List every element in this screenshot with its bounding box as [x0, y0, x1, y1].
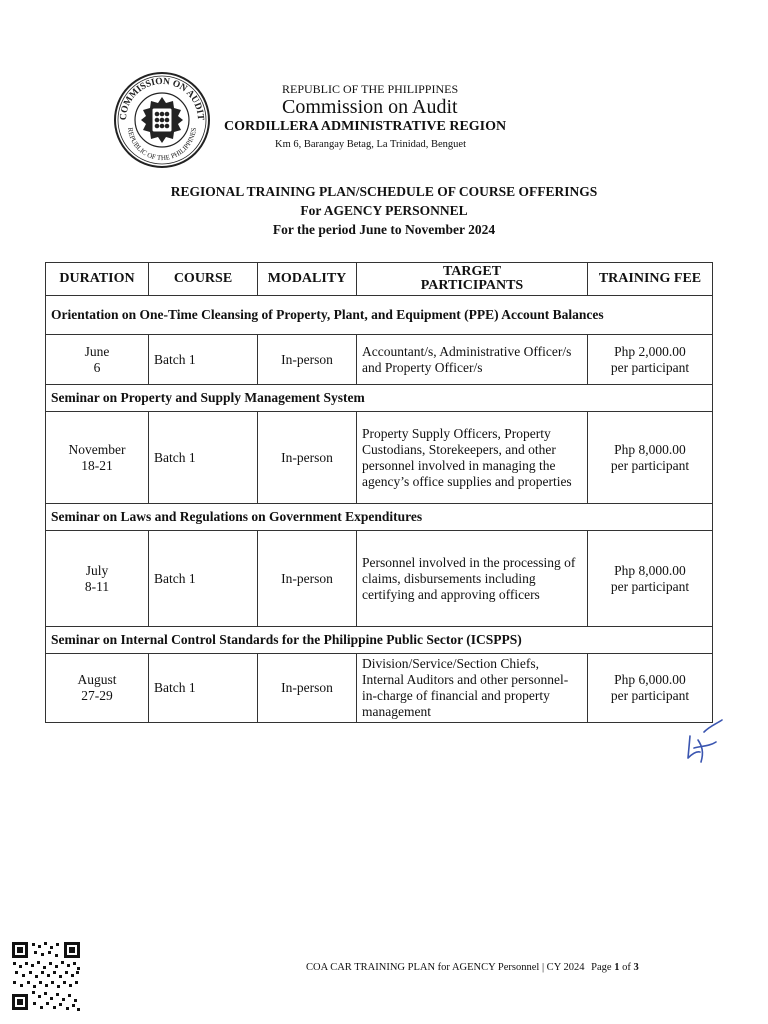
- header-course: COURSE: [149, 263, 258, 296]
- duration-days: 18-21: [81, 457, 113, 473]
- duration-month: August: [77, 672, 117, 687]
- modality-cell: In-person: [258, 335, 357, 385]
- modality-cell: In-person: [258, 412, 357, 504]
- qr-code-icon: [10, 940, 82, 1012]
- duration-cell: [46, 412, 149, 504]
- section-row: [46, 627, 713, 654]
- modality-cell: In-person: [258, 531, 357, 627]
- course-cell: Batch 1: [149, 335, 258, 385]
- duration-cell: [46, 335, 149, 385]
- fee-amount: Php 8,000.00: [614, 562, 686, 578]
- duration-month: November: [68, 441, 126, 457]
- participants-cell: Property Supply Officers, Property Custodians, Storekeepers, and other personnel involved in managing the agency’s office supplies and properties: [357, 412, 588, 504]
- seal-text-top: COMMISSION ON AUDIT: [118, 76, 206, 121]
- header-target-line2: PARTICIPANTS: [420, 278, 524, 293]
- duration-month: June: [84, 343, 110, 359]
- participants-cell: Division/Service/Section Chiefs, Internal Auditors and other personnel-in-charge of financial and property management: [357, 654, 588, 723]
- duration-cell: [46, 531, 149, 627]
- fee-amount: Php 2,000.00: [614, 343, 686, 359]
- header-republic: REPUBLIC OF THE PHILIPPINES: [282, 82, 459, 96]
- participants-cell: Accountant/s, Administrative Officer/s and Property Officer/s: [357, 335, 588, 385]
- document-subtitle: For AGENCY PERSONNEL: [300, 203, 468, 218]
- page-of: of: [622, 962, 631, 973]
- table-header-row: [46, 263, 713, 296]
- fee-cell: [588, 335, 713, 385]
- table-row: [46, 412, 713, 504]
- table-row: [46, 335, 713, 385]
- duration-days: 27-29: [81, 688, 113, 703]
- course-cell: Batch 1: [149, 531, 258, 627]
- header-training-fee: TRAINING FEE: [588, 263, 713, 296]
- header-target-line1: TARGET: [442, 264, 502, 279]
- fee-cell: [588, 412, 713, 504]
- duration-days: 8-11: [84, 578, 110, 594]
- header-modality: MODALITY: [258, 263, 357, 296]
- course-cell: Batch 1: [149, 412, 258, 504]
- header-address: Km 6, Barangay Betag, La Trinidad, Benguet: [275, 139, 467, 150]
- section-title: Seminar on Property and Supply Management System: [46, 385, 713, 412]
- fee-unit: per participant: [610, 359, 690, 375]
- header-region: CORDILLERA ADMINISTRATIVE REGION: [224, 119, 507, 134]
- section-row: [46, 385, 713, 412]
- section-title: Seminar on Laws and Regulations on Government Expenditures: [46, 504, 713, 531]
- document-period: For the period June to November 2024: [272, 222, 496, 237]
- fee-unit: per participant: [610, 457, 690, 473]
- duration-days: 6: [93, 359, 101, 375]
- page-current: 1: [614, 962, 620, 973]
- table-row: [46, 531, 713, 627]
- fee-unit: per participant: [610, 688, 690, 703]
- table-row: [46, 654, 713, 723]
- coa-seal-icon: [112, 70, 212, 170]
- header-duration: DURATION: [46, 263, 149, 296]
- fee-cell: [588, 531, 713, 627]
- page-label: Page: [591, 962, 612, 973]
- course-cell: Batch 1: [149, 654, 258, 723]
- document-title: REGIONAL TRAINING PLAN/SCHEDULE OF COURSE OFFERINGS: [170, 184, 598, 199]
- page-footer: [306, 962, 639, 973]
- duration-cell: [46, 654, 149, 723]
- header-agency: Commission on Audit: [282, 96, 458, 118]
- section-row: [46, 504, 713, 531]
- duration-month: July: [85, 562, 109, 578]
- seal-text-bottom: REPUBLIC OF THE PHILIPPINES: [125, 127, 198, 163]
- header-target-participants: [357, 263, 588, 296]
- modality-cell: In-person: [258, 654, 357, 723]
- section-row: [46, 296, 713, 335]
- section-title: Seminar on Internal Control Standards for the Philippine Public Sector (ICSPPS): [46, 627, 713, 654]
- fee-amount: Php 6,000.00: [614, 672, 686, 687]
- section-title: Orientation on One-Time Cleansing of Property, Plant, and Equipment (PPE) Account Balances: [46, 296, 713, 335]
- handwritten-initials-icon: [682, 718, 724, 764]
- fee-amount: Php 8,000.00: [614, 441, 686, 457]
- footer-text: COA CAR TRAINING PLAN for AGENCY Personnel | CY 2024: [306, 962, 585, 973]
- participants-cell: Personnel involved in the processing of claims, disbursements including certifying and approving officers: [357, 531, 588, 627]
- fee-cell: [588, 654, 713, 723]
- training-schedule-table: [45, 262, 713, 723]
- page-total: 3: [633, 962, 639, 973]
- fee-unit: per participant: [610, 578, 690, 594]
